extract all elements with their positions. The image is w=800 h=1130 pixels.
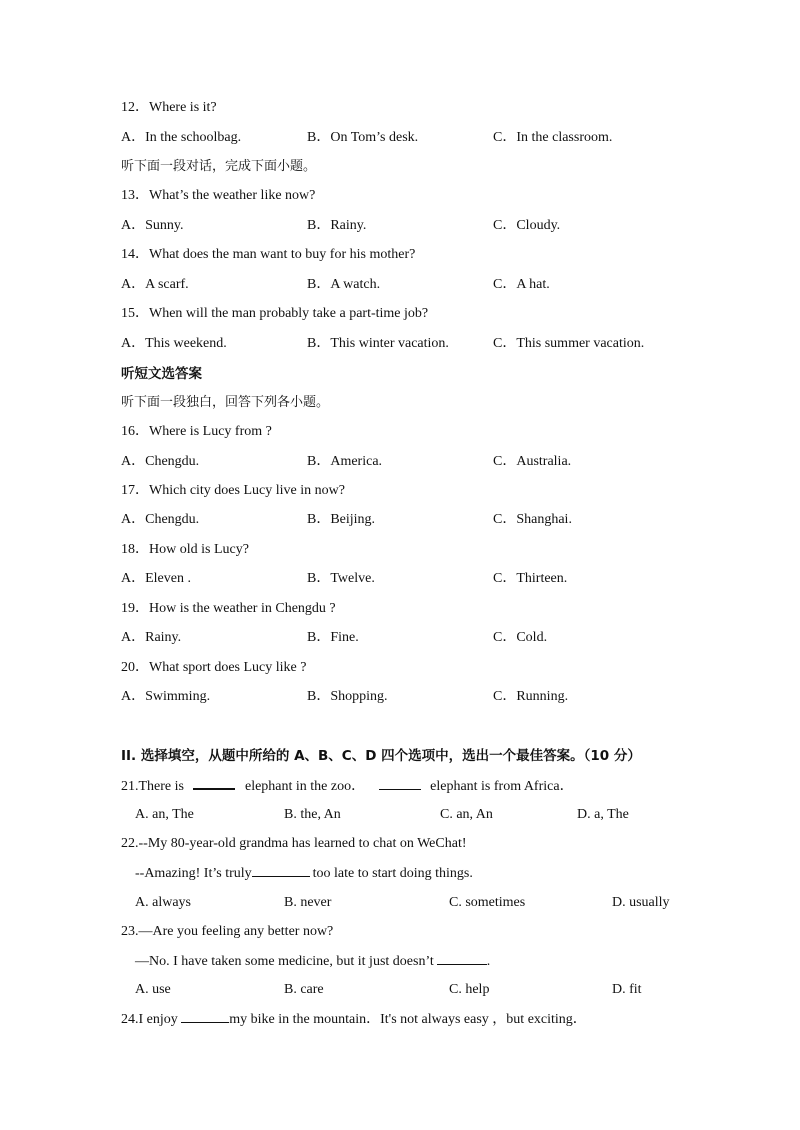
question-20: 20．What sport does Lucy like ? (121, 660, 307, 675)
question-17: 17．Which city does Lucy live in now? (121, 483, 345, 498)
question-13: 13．What’s the weather like now? (121, 188, 316, 203)
q24-text-1: 24.I enjoy (121, 1012, 178, 1027)
q13-option-a: A．Sunny. (121, 218, 184, 233)
q12-option-a: A．In the schoolbag. (121, 130, 242, 145)
question-14: 14．What does the man want to buy for his mother? (121, 247, 416, 262)
question-21 (121, 776, 574, 796)
q14-option-c: C．A hat. (493, 277, 550, 292)
question-16: 16．Where is Lucy from ? (121, 424, 272, 439)
q21-blank-1 (193, 776, 235, 790)
q20-option-a: A．Swimming. (121, 689, 211, 704)
q22-option-b: B. never (284, 895, 332, 910)
question-24 (121, 1010, 587, 1029)
q21-option-c: C. an, An (440, 807, 493, 822)
q14-option-a: A．A scarf. (121, 277, 189, 292)
q21-option-d: D. a, The (577, 807, 629, 822)
section-heading-passage: 听短文选答案 (121, 366, 202, 382)
q21-text-1: 21.There is (121, 779, 184, 794)
q22-text-1: --Amazing! It’s truly (135, 866, 252, 881)
q16-option-b: B．America. (307, 454, 383, 469)
question-12: 12．Where is it? (121, 100, 217, 115)
q23-text-1: —No. I have taken some medicine, but it just doesn’t (135, 954, 434, 969)
q19-option-a: A．Rainy. (121, 630, 182, 645)
question-23-line-2 (135, 952, 490, 971)
question-19: 19．How is the weather in Chengdu ? (121, 601, 336, 616)
q15-option-b: B．This winter vacation. (307, 336, 449, 351)
q12-option-b: B．On Tom’s desk. (307, 130, 419, 145)
q22-option-c: C. sometimes (449, 895, 526, 910)
q19-option-c: C．Cold. (493, 630, 548, 645)
q13-option-c: C．Cloudy. (493, 218, 561, 233)
q18-option-c: C．Thirteen. (493, 571, 568, 586)
question-22-line-1: 22.--My 80-year-old grandma has learned to chat on WeChat! (121, 836, 467, 851)
q13-option-b: B．Rainy. (307, 218, 367, 233)
q22-option-a: A. always (135, 895, 191, 910)
q21-blank-2 (379, 777, 421, 790)
q20-option-b: B．Shopping. (307, 689, 388, 704)
question-23-line-1: 23.—Are you feeling any better now? (121, 924, 334, 939)
q21-option-b: B. the, An (284, 807, 341, 822)
instruction-dialogue: 听下面一段对话，完成下面小题。 (121, 159, 317, 174)
instruction-monologue: 听下面一段独白，回答下列各小题。 (121, 395, 330, 410)
q18-option-b: B．Twelve. (307, 571, 375, 586)
section-2-heading: II. 选择填空，从题中所给的 A、B、C、D 四个选项中，选出一个最佳答案。（10 分） (121, 748, 641, 764)
q24-blank (181, 1010, 229, 1023)
q12-option-c: C．In the classroom. (493, 130, 613, 145)
q17-option-b: B．Beijing. (307, 512, 376, 527)
q23-option-b: B. care (284, 982, 324, 997)
q18-option-a: A．Eleven . (121, 571, 191, 586)
q15-option-c: C．This summer vacation. (493, 336, 645, 351)
question-18: 18．How old is Lucy? (121, 542, 249, 557)
q22-option-d: D. usually (612, 895, 670, 910)
q24-text-2: my bike in the mountain．It's not always easy ，but exciting． (229, 1012, 587, 1027)
q23-option-d: D. fit (612, 982, 642, 997)
q16-option-a: A．Chengdu. (121, 454, 200, 469)
q16-option-c: C．Australia. (493, 454, 572, 469)
q14-option-b: B．A watch. (307, 277, 381, 292)
q22-text-2: too late to start doing things. (312, 866, 473, 881)
q17-option-c: C．Shanghai. (493, 512, 572, 527)
q23-text-2: . (486, 954, 491, 969)
q17-option-a: A．Chengdu. (121, 512, 200, 527)
q15-option-a: A．This weekend. (121, 336, 227, 351)
question-15: 15．When will the man probably take a part-time job? (121, 306, 429, 321)
q21-option-a: A. an, The (135, 807, 194, 822)
q21-text-2: elephant in the zoo． (244, 779, 366, 794)
q22-blank (252, 864, 310, 877)
q23-blank (437, 952, 487, 965)
q23-option-a: A. use (135, 982, 171, 997)
q21-text-3: elephant is from Africa． (430, 779, 574, 794)
q23-option-c: C. help (449, 982, 490, 997)
q20-option-c: C．Running. (493, 689, 569, 704)
q19-option-b: B．Fine. (307, 630, 359, 645)
question-22-line-2 (135, 864, 473, 883)
